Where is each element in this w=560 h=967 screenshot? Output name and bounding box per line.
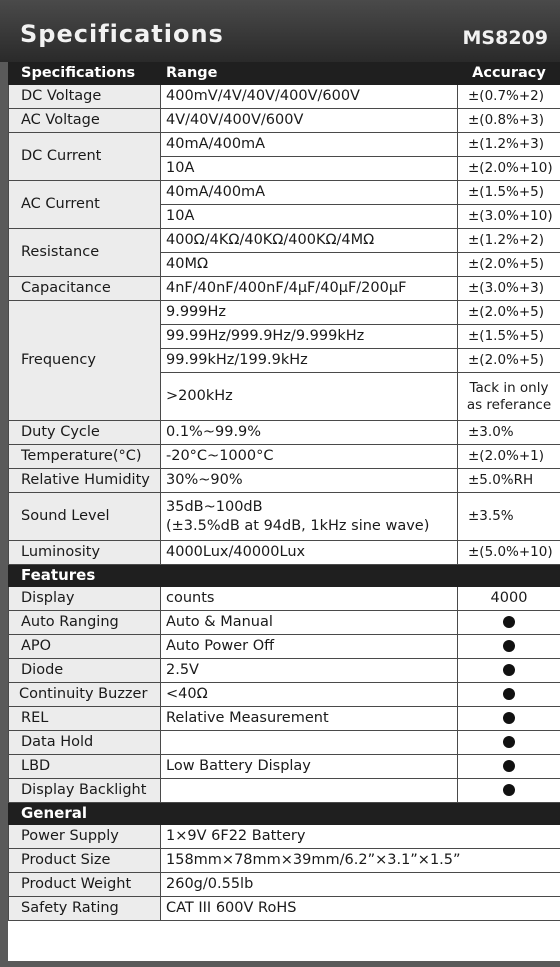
row-value: 158mm×78mm×39mm/6.2”×3.1”×1.5” (161, 849, 560, 873)
table-row (9, 707, 560, 731)
header-specifications: Specifications (9, 63, 161, 85)
row-label: REL (9, 707, 161, 731)
row-range: 40MΩ (161, 253, 458, 277)
feature-supported-cell (458, 731, 560, 755)
range-line: 35dB~100dB (166, 498, 263, 515)
row-accuracy: ±5.0%RH (458, 469, 560, 493)
row-label: DC Voltage (9, 85, 161, 109)
table-row (9, 825, 560, 849)
row-label: Safety Rating (9, 897, 161, 921)
row-accuracy: ±(1.2%+2) (458, 229, 560, 253)
row-label: Relative Humidity (9, 469, 161, 493)
accuracy-line: as referance (466, 396, 552, 413)
table-row (9, 897, 560, 921)
bullet-dot-icon (503, 784, 515, 796)
table-row (9, 85, 560, 109)
table-row (9, 873, 560, 897)
row-label: LBD (9, 755, 161, 779)
table-row (9, 611, 560, 635)
row-range: 40mA/400mA (161, 181, 458, 205)
table-row (9, 421, 560, 445)
table-row (9, 469, 560, 493)
page-title: Specifications (20, 20, 224, 48)
table-row (9, 587, 560, 611)
bullet-dot-icon (503, 664, 515, 676)
row-label: Frequency (9, 301, 161, 421)
table-row (9, 683, 560, 707)
row-range: 30%~90% (161, 469, 458, 493)
row-desc: Low Battery Display (161, 755, 458, 779)
row-accuracy: ±(1.2%+3) (458, 133, 560, 157)
row-accuracy: ±(3.0%+10) (458, 205, 560, 229)
row-desc: 2.5V (161, 659, 458, 683)
row-range: 99.99kHz/199.9kHz (161, 349, 458, 373)
row-desc (161, 779, 458, 803)
row-range: >200kHz (161, 373, 458, 421)
row-label: Auto Ranging (9, 611, 161, 635)
table-row (9, 445, 560, 469)
section-title: General (9, 803, 560, 825)
table-row (9, 277, 560, 301)
bullet-dot-icon (503, 736, 515, 748)
table-row (9, 659, 560, 683)
row-label: Power Supply (9, 825, 161, 849)
row-label: Duty Cycle (9, 421, 161, 445)
bullet-dot-icon (503, 640, 515, 652)
spec-table (8, 62, 560, 921)
row-range: 400mV/4V/40V/400V/600V (161, 85, 458, 109)
row-label: Sound Level (9, 493, 161, 541)
row-accuracy: ±(2.0%+1) (458, 445, 560, 469)
row-accuracy: ±(1.5%+5) (458, 325, 560, 349)
row-label: Capacitance (9, 277, 161, 301)
row-label: Resistance (9, 229, 161, 277)
row-accuracy (458, 373, 560, 421)
row-desc (161, 731, 458, 755)
row-accuracy: ±(1.5%+5) (458, 181, 560, 205)
row-range: 400Ω/4KΩ/40KΩ/400KΩ/4MΩ (161, 229, 458, 253)
features-section-header (9, 565, 560, 587)
row-label: Product Weight (9, 873, 161, 897)
row-label: Display (9, 587, 161, 611)
table-row (9, 181, 560, 205)
row-accuracy: ±3.5% (458, 493, 560, 541)
row-range: 40mA/400mA (161, 133, 458, 157)
page-header (0, 0, 560, 62)
row-desc: Relative Measurement (161, 707, 458, 731)
row-accuracy: ±(5.0%+10) (458, 541, 560, 565)
row-desc: <40Ω (161, 683, 458, 707)
row-desc: Auto & Manual (161, 611, 458, 635)
table-row (9, 109, 560, 133)
section-title: Features (9, 565, 560, 587)
row-label: APO (9, 635, 161, 659)
row-value: 1×9V 6F22 Battery (161, 825, 560, 849)
row-label: Diode (9, 659, 161, 683)
model-number: MS8209 (462, 27, 548, 49)
row-label: DC Current (9, 133, 161, 181)
row-range (161, 493, 458, 541)
feature-supported-cell (458, 755, 560, 779)
row-value: 260g/0.55lb (161, 873, 560, 897)
row-range: 0.1%~99.9% (161, 421, 458, 445)
row-desc: counts (161, 587, 458, 611)
table-row (9, 779, 560, 803)
table-row (9, 133, 560, 157)
table-row (9, 755, 560, 779)
table-row (9, 301, 560, 325)
row-accuracy: ±3.0% (458, 421, 560, 445)
row-range: 10A (161, 205, 458, 229)
range-line: (±3.5%dB at 94dB, 1kHz sine wave) (166, 517, 430, 534)
feature-supported-cell (458, 659, 560, 683)
row-range: 4nF/40nF/400nF/4μF/40μF/200μF (161, 277, 458, 301)
feature-supported-cell (458, 635, 560, 659)
row-accuracy: ±(2.0%+10) (458, 157, 560, 181)
header-range: Range (161, 63, 458, 85)
feature-supported-cell (458, 611, 560, 635)
header-accuracy: Accuracy (458, 63, 560, 85)
row-label: Temperature(°C) (9, 445, 161, 469)
row-range: 99.99Hz/999.9Hz/9.999kHz (161, 325, 458, 349)
table-row (9, 541, 560, 565)
row-label: Data Hold (9, 731, 161, 755)
row-desc: Auto Power Off (161, 635, 458, 659)
watermark: mastech.en.alibaba.com (145, 936, 427, 961)
feature-supported-cell (458, 707, 560, 731)
row-label: Product Size (9, 849, 161, 873)
row-accuracy: ±(2.0%+5) (458, 301, 560, 325)
row-label: Display Backlight (9, 779, 161, 803)
row-label: Luminosity (9, 541, 161, 565)
row-label: AC Current (9, 181, 161, 229)
bullet-dot-icon (503, 688, 515, 700)
row-range: 4000Lux/40000Lux (161, 541, 458, 565)
row-label: AC Voltage (9, 109, 161, 133)
row-range: 4V/40V/400V/600V (161, 109, 458, 133)
feature-supported-cell (458, 683, 560, 707)
row-range: 10A (161, 157, 458, 181)
row-accuracy: ±(2.0%+5) (458, 349, 560, 373)
feature-supported-cell (458, 779, 560, 803)
bullet-dot-icon (503, 712, 515, 724)
row-accuracy: ±(3.0%+3) (458, 277, 560, 301)
row-value: CAT III 600V RoHS (161, 897, 560, 921)
table-row (9, 849, 560, 873)
table-row (9, 229, 560, 253)
row-accuracy: ±(0.7%+2) (458, 85, 560, 109)
row-accuracy: ±(2.0%+5) (458, 253, 560, 277)
general-section-header (9, 803, 560, 825)
table-row (9, 635, 560, 659)
row-accuracy: ±(0.8%+3) (458, 109, 560, 133)
row-range: 9.999Hz (161, 301, 458, 325)
bullet-dot-icon (503, 616, 515, 628)
row-range: -20°C~1000°C (161, 445, 458, 469)
bullet-dot-icon (503, 760, 515, 772)
table-row (9, 493, 560, 541)
row-label: Continuity Buzzer (9, 683, 161, 707)
spec-header-row (9, 63, 560, 85)
spec-sheet (8, 62, 560, 961)
accuracy-line: Tack in only (469, 379, 549, 396)
table-row (9, 731, 560, 755)
row-value: 4000 (458, 587, 560, 611)
